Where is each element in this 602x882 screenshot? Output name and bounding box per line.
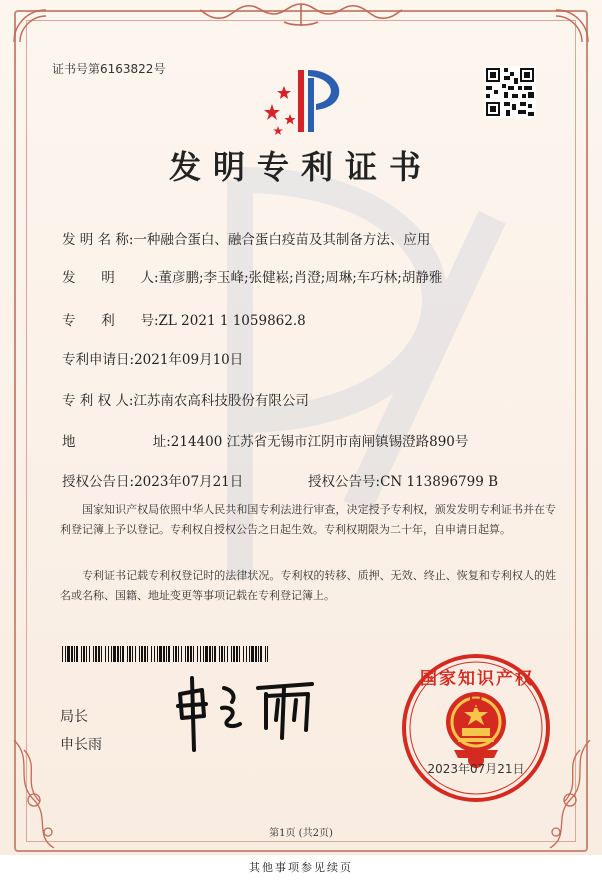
field-filing-date — [62, 348, 243, 368]
field-label: 发 明 名 称: — [62, 232, 134, 248]
footer-note: 其他事项参见续页 — [249, 861, 353, 874]
field-value: 董彦鹏;李玉峰;张健崧;肖澄;周琳;车巧林;胡静雅 — [158, 270, 443, 286]
certificate-title: 发明专利证书 — [168, 148, 433, 186]
legal-paragraph: 专利证书记载专利权登记时的法律状况。专利权的转移、质押、无效、终止、恢复和专利权人的姓名或名称、国籍、地址变更等事项记载在专利登记簿上。 — [60, 569, 556, 602]
field-grant-date — [62, 470, 243, 490]
field-label: 专 利 权 人: — [62, 393, 134, 409]
field-value: 江苏南农高科技股份有限公司 — [133, 393, 309, 409]
field-label: 专 利 号: — [62, 313, 159, 329]
qr-code-icon — [484, 66, 536, 118]
signature-title: 局长 — [60, 709, 88, 725]
field-inventors — [62, 266, 442, 286]
field-label: 授权公告号: — [308, 474, 381, 490]
field-invention-name — [62, 228, 430, 248]
page-number: 第1页 (共2页) — [269, 828, 333, 839]
field-value: 2023年07月21日 — [134, 474, 244, 490]
corner-ornament-icon — [10, 6, 50, 46]
seal-text: 国家知识产权局 — [420, 669, 534, 714]
handwritten-signature-icon — [172, 668, 322, 754]
field-patent-number — [62, 309, 306, 329]
seal-date: 2023年07月21日 — [427, 762, 525, 776]
field-value: 2021年09月10日 — [134, 352, 244, 368]
field-value: 214400 江苏省无锡市江阴市南闸镇锡澄路890号 — [170, 434, 469, 450]
field-label: 授权公告日: — [62, 474, 135, 490]
cnipa-emblem-icon — [258, 64, 358, 138]
barcode-icon — [62, 646, 268, 662]
field-value: CN 113896799 B — [380, 474, 499, 490]
field-grant-number — [308, 470, 498, 490]
field-value: ZL 2021 1 1059862.8 — [158, 313, 306, 329]
certificate-number: 证书号第6163822号 — [52, 62, 166, 76]
field-value: 一种融合蛋白、融合蛋白疫苗及其制备方法、应用 — [133, 232, 431, 248]
field-label: 发 明 人: — [62, 270, 159, 286]
top-ornament-icon — [200, 0, 402, 30]
field-patentee — [62, 389, 309, 409]
signature-name: 申长雨 — [60, 737, 102, 753]
corner-ornament-icon — [552, 6, 592, 46]
field-label: 专利申请日: — [62, 352, 135, 368]
field-address — [62, 430, 468, 450]
field-label: 地 址: — [62, 434, 171, 450]
legal-paragraph: 国家知识产权局依照中华人民共和国专利法进行审查，决定授予专利权，颁发发明专利证书并在专利登记簿上予以登记。专利权自授权公告之日起生效。专利权期限为二十年，自申请日起算。 — [60, 503, 556, 536]
